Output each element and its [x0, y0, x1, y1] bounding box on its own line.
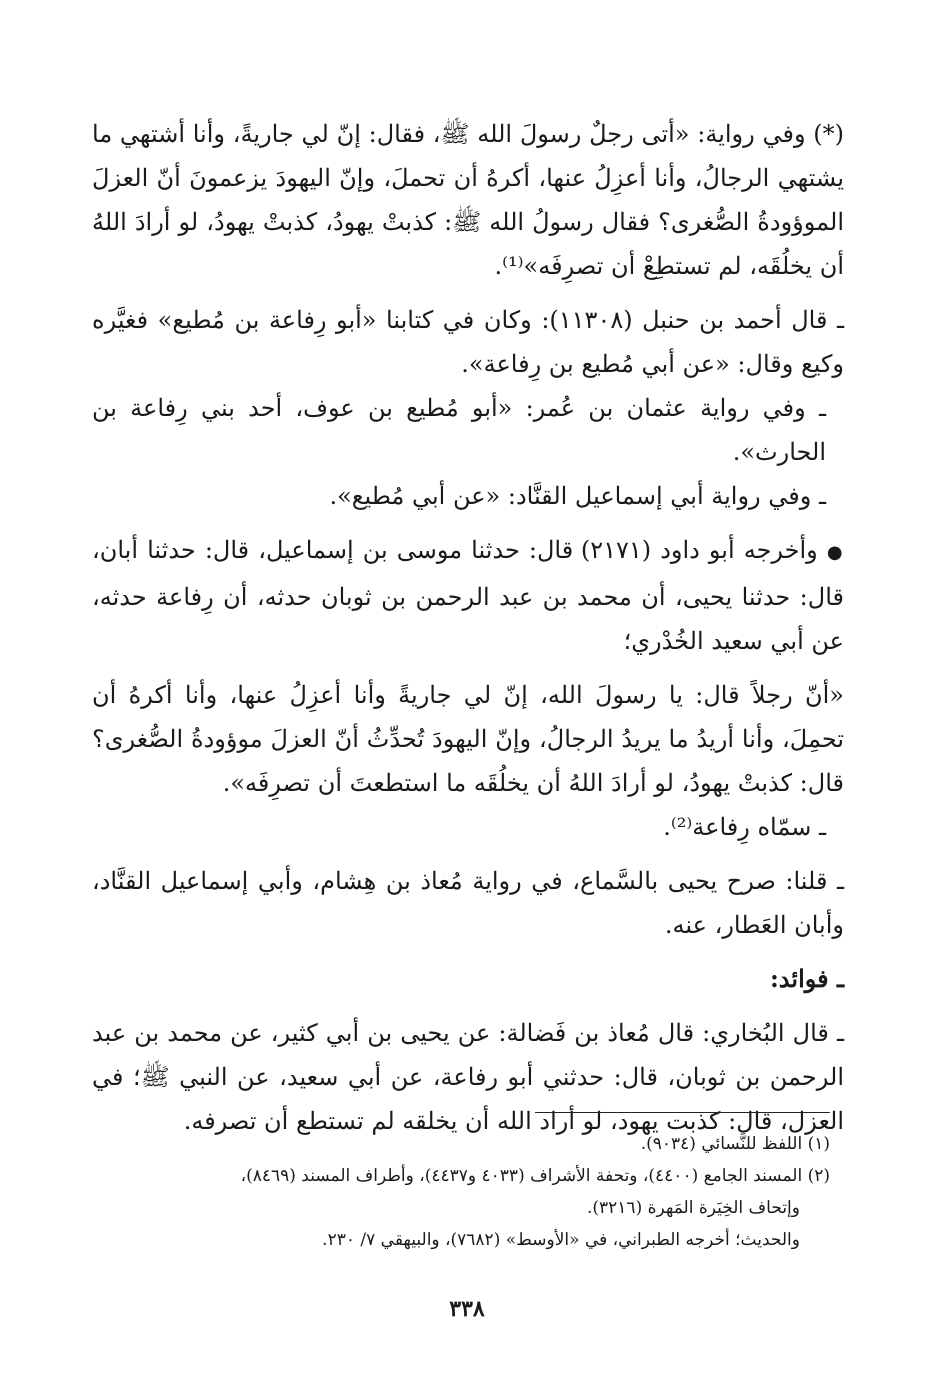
footnotes: [96, 1128, 830, 1256]
section-heading-fawaid: ـ فوائد:: [769, 964, 844, 993]
abu-dawud-text: وأخرجه أبو داود (٢١٧١) قال: حدثنا موسى بن إسماعيل، قال: حدثنا أبان، قال: حدثنا يحيى، أن محمد بن عبد الرحمن بن ثوبان حدثه، أن رِفاعة حدثه، عن أبي سعيد الخُدْري؛: [92, 536, 844, 655]
footnote-2: (٢) المسند الجامع (٤٤٠٠)، وتحفة الأشراف (٤٠٣٣ و٤٤٣٧)، وأطراف المسند (٨٤٦٩)،: [240, 1166, 830, 1186]
paragraph-abu-dawud: [92, 528, 844, 663]
bullet-icon: ●: [826, 542, 844, 563]
main-text: [92, 112, 844, 1143]
paragraph-uthman-riwaya: ـ وفي رواية عثمان بن عُمر: «أبو مُطيع بن عوف، أحد بني رِفاعة بن الحارث».: [92, 394, 826, 466]
paragraph-qulna: ـ قلنا: صرح يحيى بالسَّماع، في رواية مُعاذ بن هِشام، وأبي إسماعيل القنَّاد، وأبان العَطار، عنه.: [92, 867, 844, 939]
paragraph-ahmad-note: ـ قال أحمد بن حنبل (١١٣٠٨): وكان في كتابنا «أبو رِفاعة بن مُطيع» فغيَّره وكيع وقال: «عن أبي مُطيع بن رِفاعة».: [92, 306, 844, 378]
paragraph-hadith-text: «أنّ رجلاً قال: يا رسولَ الله، إنّ لي جاريةً وأنا أعزِلُ عنها، وأنا أكرهُ أن تحمِلَ، وأنا أريدُ ما يريدُ الرجالُ، وإنّ اليهودَ تُحدِّثُ أنّ العزلَ موؤودةُ الصُّغرى؟ قال: كذبتْ يهودُ، لو أرادَ اللهُ أن يخلُقَه ما استطعتَ أن تصرِفَه».: [92, 681, 844, 797]
page-number: ٣٣٨: [449, 1296, 485, 1322]
footnote-divider: [535, 1112, 830, 1113]
paragraph-riwaya-hadith: (*) وفي رواية: «أتى رجلٌ رسولَ الله ﷺ، فقال: إنّ لي جاريةً، وأنا أشتهي ما يشتهي الرجالُ، وأنا أعزِلُ عنها، أكرهُ أن تحملَ، وإنّ اليهودَ يزعمونَ أنّ العزلَ الموؤودةُ الصُّغرى؟ فقال رسولُ الله ﷺ: كذبتْ يهودُ، كذبتْ يهودُ، لو أرادَ اللهُ أن يخلُقَه، لم تستطِعْ أن تصرِفَه»⁽¹⁾.: [92, 120, 844, 280]
footnote-2-continuation: وإتحاف الخِيَرة المَهرة (٣٢١٦).: [586, 1198, 800, 1218]
paragraph-bukhari: ـ قال البُخاري: قال مُعاذ بن فَضالة: عن يحيى بن أبي كثير، عن محمد بن عبد الرحمن بن ثوبان، قال: حدثني أبو رفاعة، عن أبي سعيد، عن النبي ﷺ؛ في العزل، قال: كذبت يهود، لو أراد الله أن يخلقه لم تستطع أن تصرفه.: [92, 1019, 844, 1135]
paragraph-qannad-riwaya: ـ وفي رواية أبي إسماعيل القنَّاد: «عن أبي مُطيع».: [329, 482, 826, 510]
paragraph-sammahu: ـ سمّاه رِفاعة⁽²⁾.: [663, 813, 826, 841]
footnote-2-hadith-note: والحديث؛ أخرجه الطبراني، في «الأوسط» (٧٦٨٢)، والبيهقي ٧/ ٢٣٠.: [322, 1230, 800, 1250]
footnote-1: (١) اللفظ للنَّسائي (٩٠٣٤).: [640, 1134, 830, 1154]
